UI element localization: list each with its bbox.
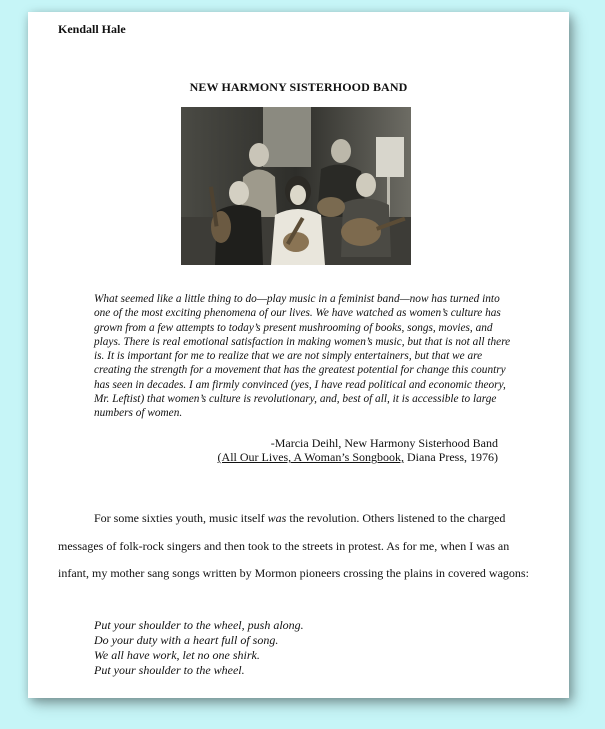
source-book-title: (All Our Lives, A Woman’s Songbook, xyxy=(217,450,405,464)
document-page xyxy=(28,12,569,698)
source-publisher: Diana Press, 1976) xyxy=(404,450,498,464)
verse-line: We all have work, let no one shirk. xyxy=(94,648,260,662)
verse-line: Put your shoulder to the wheel. xyxy=(94,663,245,677)
song-verse xyxy=(94,618,304,678)
body-text xyxy=(58,505,538,588)
body-paragraph xyxy=(58,505,538,588)
attribution-source xyxy=(28,450,498,464)
verse-line: Do your duty with a heart full of song. xyxy=(94,633,279,647)
body-text-part: For some sixties youth, music itself xyxy=(94,511,268,525)
quote-text: What seemed like a little thing to do—play music in a feminist band—now has turned into one of the most exciting phenomena of our lives. We have watched as women’s culture has grown from a few attempts to today’s present mushrooming of books, songs, movies, and plays. There is real emotional satisfaction in making women’s music, but that is not all there is. It is important for me to realize that we are not simply entertainers, but that we are creating the strength for a movement that has the greatest potential for change this country has seen in decades. I am firmly convinced (yes, I have read political and economic theory, Mr. Leftist) that women’s culture is revolutionary, and, best of all, it is accessible to large numbers of women. xyxy=(94,293,511,420)
body-emphasis: was xyxy=(267,511,287,525)
document-title: NEW HARMONY SISTERHOOD BAND xyxy=(189,80,408,94)
body-text-part: the revolution. Others listened to the charged messages of folk-rock singers and then took to the streets in protest. As for me, when I was an infant, my mother sang songs written by Mormon pioneers crossing the plains in covered wagons: xyxy=(58,511,529,580)
quote-attribution xyxy=(28,436,498,464)
attribution-author: -Marcia Deihl, New Harmony Sisterhood Band xyxy=(270,436,498,450)
author-name: Kendall Hale xyxy=(58,22,126,36)
epigraph-quote xyxy=(94,292,514,421)
verse-line: Put your shoulder to the wheel, push along. xyxy=(94,618,304,632)
band-photo-image xyxy=(181,107,411,265)
